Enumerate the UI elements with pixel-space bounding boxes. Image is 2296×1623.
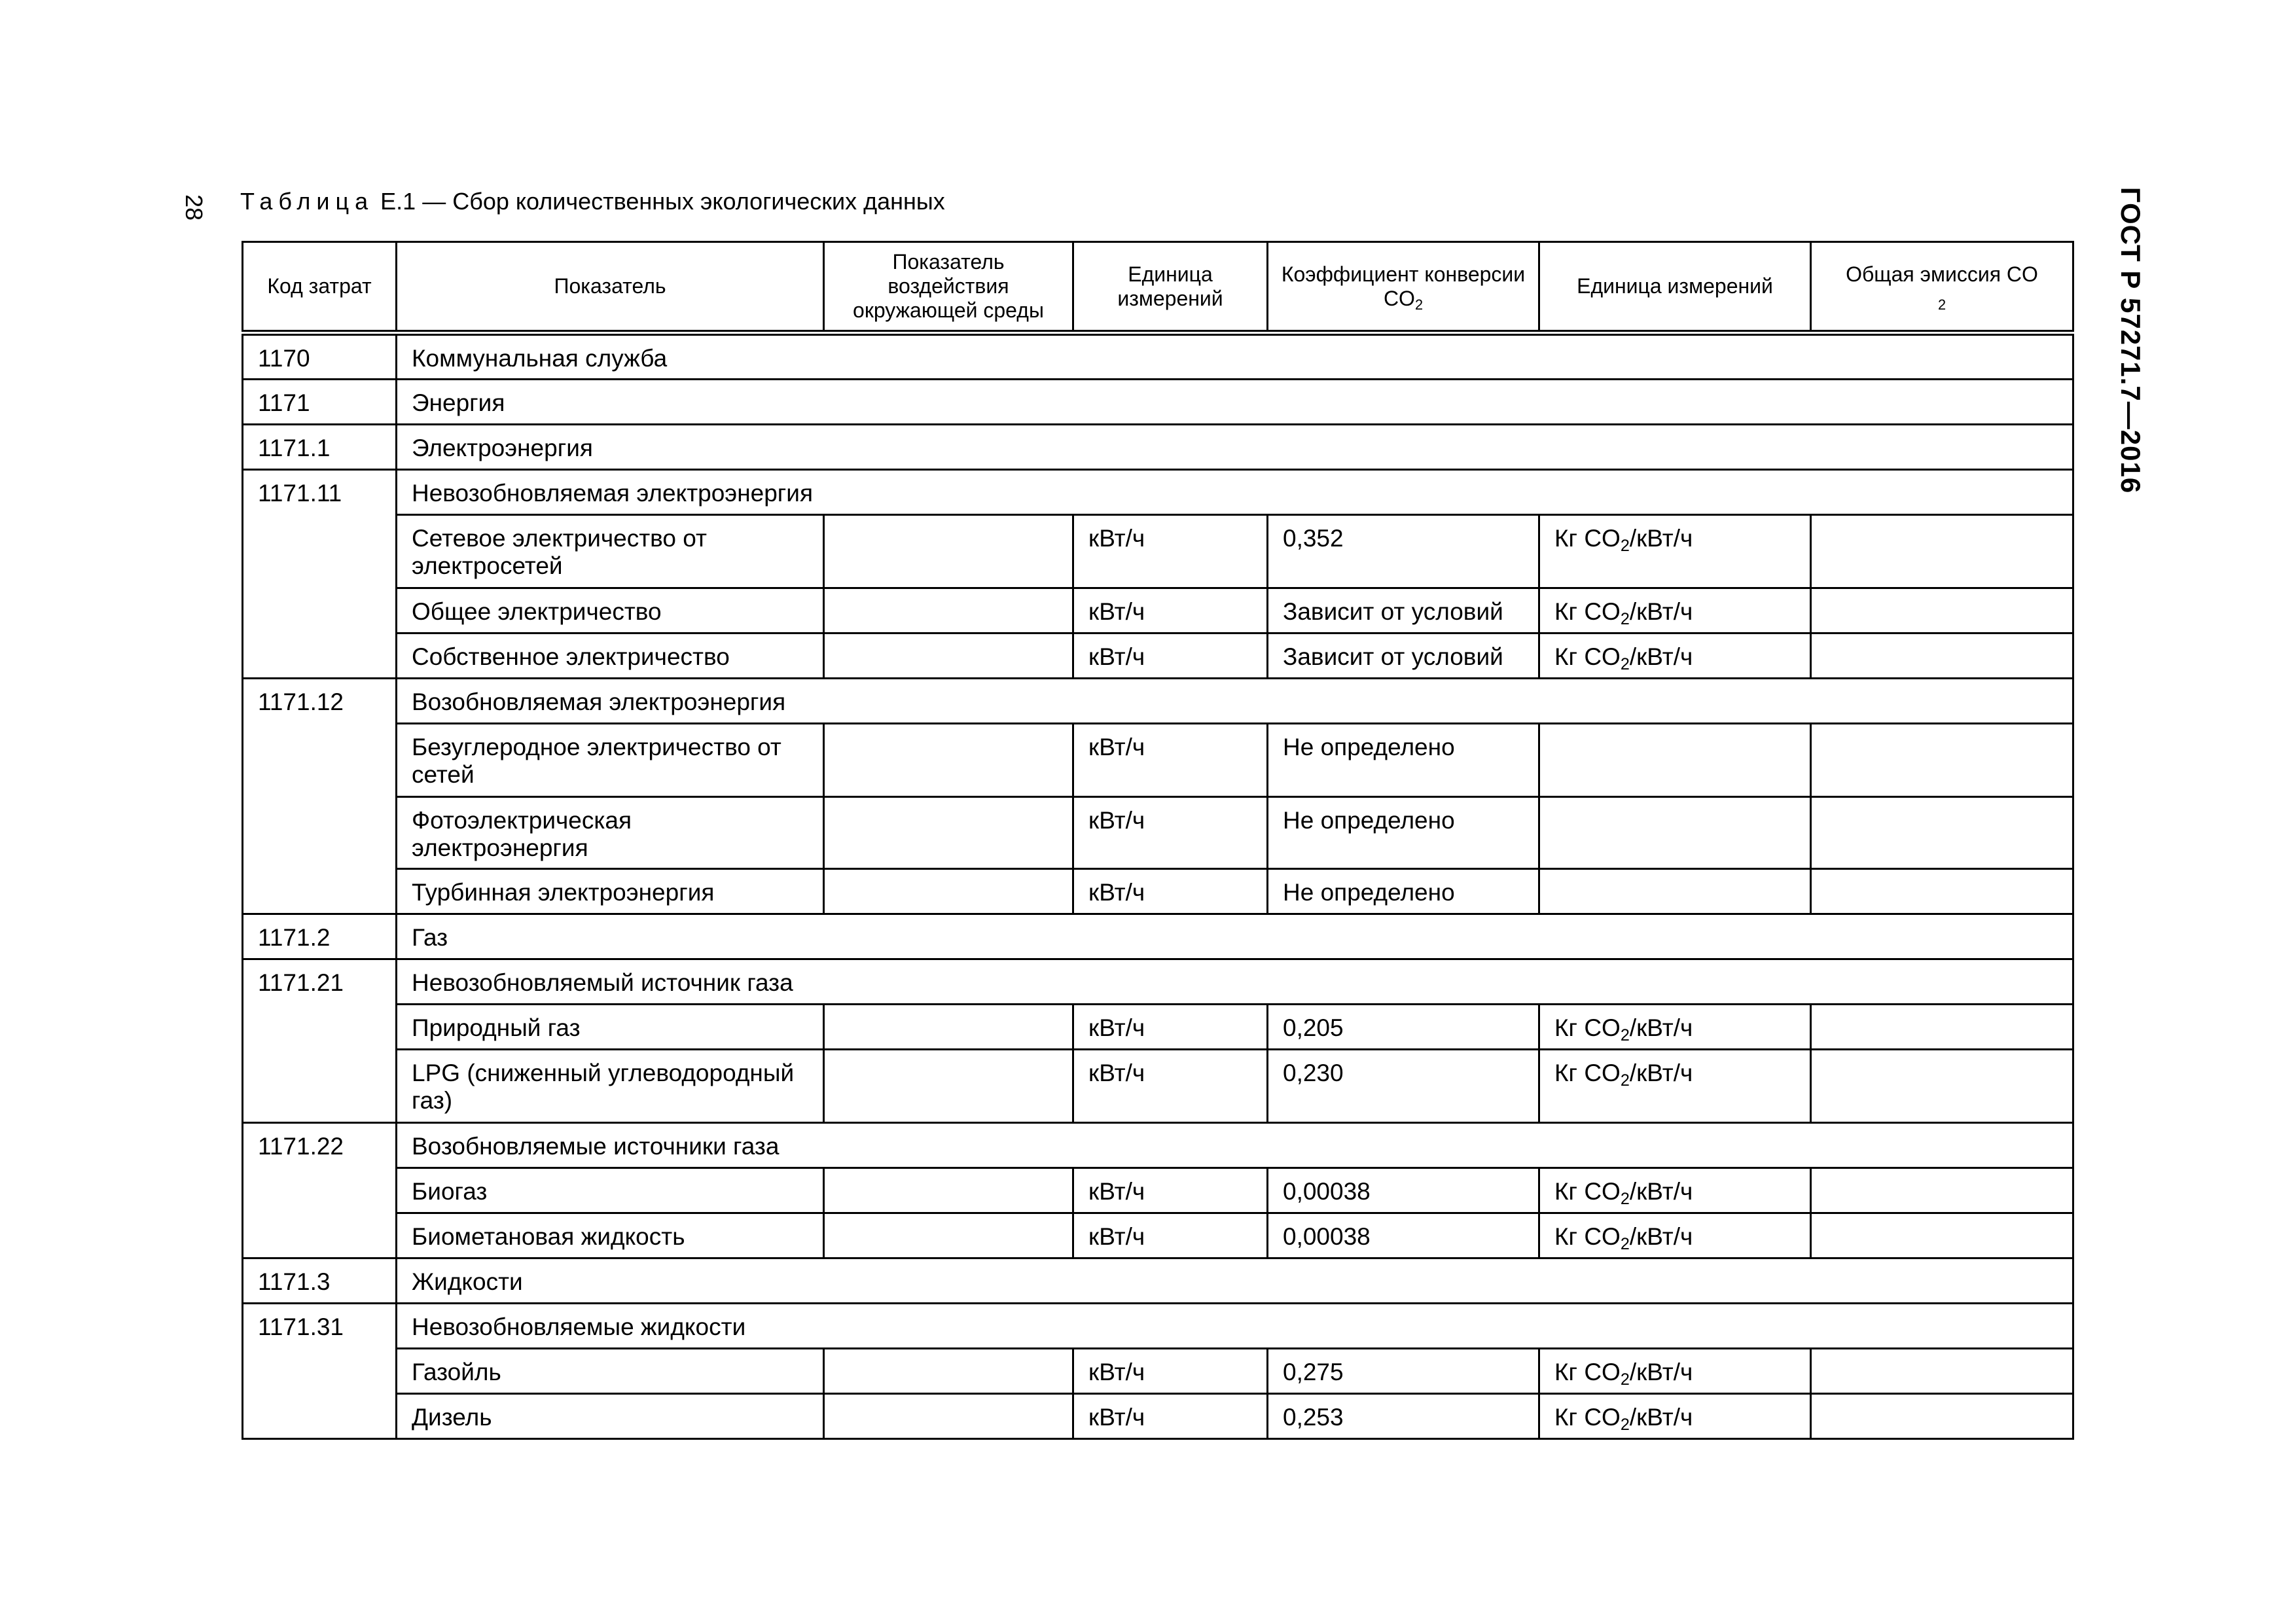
table-row bbox=[243, 1258, 2073, 1303]
total-emission-cell bbox=[1811, 1168, 2073, 1213]
group-label: Энергия bbox=[397, 379, 2073, 424]
header-code: Код затрат bbox=[243, 242, 397, 333]
unit-kg-suffix: /кВт/ч bbox=[1629, 1222, 1693, 1250]
group-label: Невозобновляемые жидкости bbox=[397, 1303, 2073, 1348]
env-indicator-cell bbox=[824, 588, 1073, 633]
total-emission-cell bbox=[1811, 514, 2073, 588]
table-row bbox=[243, 333, 2073, 380]
header-unit: Единица измерений bbox=[1073, 242, 1268, 333]
env-indicator-cell bbox=[824, 1049, 1073, 1122]
emission-unit-cell bbox=[1539, 1348, 1811, 1393]
table-row bbox=[243, 469, 2073, 514]
unit-cell: кВт/ч bbox=[1073, 514, 1268, 588]
env-indicator-cell bbox=[824, 514, 1073, 588]
header-coef-subscript: 2 bbox=[1414, 296, 1424, 313]
cost-code: 1170 bbox=[243, 333, 397, 380]
unit-kg-subscript: 2 bbox=[1620, 536, 1630, 555]
unit-kg-subscript: 2 bbox=[1620, 1071, 1630, 1090]
total-emission-cell bbox=[1811, 868, 2073, 914]
emission-unit-cell bbox=[1539, 868, 1811, 914]
unit-kg-subscript: 2 bbox=[1620, 1415, 1630, 1434]
coefficient-cell: 0,253 bbox=[1268, 1393, 1539, 1438]
table-row bbox=[243, 424, 2073, 469]
emission-unit-cell bbox=[1539, 1213, 1811, 1258]
group-label: Возобновляемая электроэнергия bbox=[397, 678, 2073, 723]
unit-cell: кВт/ч bbox=[1073, 633, 1268, 678]
table-row bbox=[243, 1303, 2073, 1348]
table-row bbox=[243, 1393, 2073, 1438]
table-row bbox=[243, 1049, 2073, 1122]
cost-code: 1171.11 bbox=[243, 469, 397, 678]
header-conversion-coefficient bbox=[1268, 242, 1539, 333]
total-emission-cell bbox=[1811, 796, 2073, 868]
indicator-name: Биогаз bbox=[397, 1168, 824, 1213]
table-row bbox=[243, 379, 2073, 424]
unit-kg-suffix: /кВт/ч bbox=[1629, 1403, 1693, 1431]
coefficient-cell: Не определено bbox=[1268, 868, 1539, 914]
table-row bbox=[243, 1004, 2073, 1049]
table-row bbox=[243, 1122, 2073, 1168]
total-emission-cell bbox=[1811, 1348, 2073, 1393]
unit-kg-prefix: Кг CO bbox=[1554, 1177, 1621, 1205]
indicator-name: Собственное электричество bbox=[397, 633, 824, 678]
cost-code: 1171.21 bbox=[243, 959, 397, 1122]
unit-cell: кВт/ч bbox=[1073, 1004, 1268, 1049]
table-row bbox=[243, 514, 2073, 588]
unit-kg-prefix: Кг CO bbox=[1554, 1059, 1621, 1086]
group-label: Газ bbox=[397, 914, 2073, 959]
coefficient-cell: Зависит от условий bbox=[1268, 588, 1539, 633]
coefficient-cell: 0,00038 bbox=[1268, 1168, 1539, 1213]
env-indicator-cell bbox=[824, 1393, 1073, 1438]
unit-kg-subscript: 2 bbox=[1620, 1234, 1630, 1253]
cost-code: 1171 bbox=[243, 379, 397, 424]
indicator-name: Безуглеродное электричество от сетей bbox=[397, 723, 824, 796]
indicator-name: Биометановая жидкость bbox=[397, 1213, 824, 1258]
unit-kg-suffix: /кВт/ч bbox=[1629, 597, 1693, 625]
table-header-row bbox=[243, 242, 2073, 333]
unit-kg-subscript: 2 bbox=[1620, 1026, 1630, 1044]
unit-cell: кВт/ч bbox=[1073, 796, 1268, 868]
unit-kg-suffix: /кВт/ч bbox=[1629, 1059, 1693, 1086]
table-row bbox=[243, 914, 2073, 959]
total-emission-cell bbox=[1811, 633, 2073, 678]
group-label: Коммунальная служба bbox=[397, 333, 2073, 380]
total-emission-cell bbox=[1811, 1393, 2073, 1438]
indicator-name: Природный газ bbox=[397, 1004, 824, 1049]
unit-kg-prefix: Кг CO bbox=[1554, 643, 1621, 670]
unit-cell: кВт/ч bbox=[1073, 1393, 1268, 1438]
coefficient-cell: Не определено bbox=[1268, 796, 1539, 868]
indicator-name: Турбинная электроэнергия bbox=[397, 868, 824, 914]
coefficient-cell: Зависит от условий bbox=[1268, 633, 1539, 678]
cost-code: 1171.12 bbox=[243, 678, 397, 914]
coefficient-cell: 0,205 bbox=[1268, 1004, 1539, 1049]
env-indicator-cell bbox=[824, 1168, 1073, 1213]
standard-designation: ГОСТ Р 57271.7—2016 bbox=[2115, 187, 2146, 494]
group-label: Невозобновляемая электроэнергия bbox=[397, 469, 2073, 514]
coefficient-cell: Не определено bbox=[1268, 723, 1539, 796]
table-row bbox=[243, 723, 2073, 796]
header-indicator: Показатель bbox=[397, 242, 824, 333]
cost-code: 1171.31 bbox=[243, 1303, 397, 1438]
unit-cell: кВт/ч bbox=[1073, 1168, 1268, 1213]
table-row bbox=[243, 588, 2073, 633]
header-env-indicator: Показатель воздействия окружающей среды bbox=[824, 242, 1073, 333]
header-total-emission bbox=[1811, 242, 2073, 333]
env-indicator-cell bbox=[824, 868, 1073, 914]
table-caption-label: Таблица bbox=[240, 188, 374, 215]
emission-unit-cell bbox=[1539, 588, 1811, 633]
total-emission-cell bbox=[1811, 1004, 2073, 1049]
table-caption-text: Е.1 — Сбор количественных экологических данных bbox=[380, 188, 945, 215]
unit-cell: кВт/ч bbox=[1073, 1348, 1268, 1393]
unit-kg-suffix: /кВт/ч bbox=[1629, 1358, 1693, 1385]
coefficient-cell: 0,275 bbox=[1268, 1348, 1539, 1393]
cost-code: 1171.3 bbox=[243, 1258, 397, 1303]
cost-code: 1171.1 bbox=[243, 424, 397, 469]
unit-kg-suffix: /кВт/ч bbox=[1629, 1177, 1693, 1205]
indicator-name: Общее электричество bbox=[397, 588, 824, 633]
unit-kg-suffix: /кВт/ч bbox=[1629, 643, 1693, 670]
indicator-name: LPG (сниженный углеводородный газ) bbox=[397, 1049, 824, 1122]
total-emission-cell bbox=[1811, 1049, 2073, 1122]
emission-unit-cell bbox=[1539, 1049, 1811, 1122]
emission-unit-cell bbox=[1539, 1004, 1811, 1049]
unit-kg-prefix: Кг CO bbox=[1554, 1014, 1621, 1041]
group-label: Возобновляемые источники газа bbox=[397, 1122, 2073, 1168]
header-unit-2: Единица измерений bbox=[1539, 242, 1811, 333]
total-emission-cell bbox=[1811, 1213, 2073, 1258]
unit-kg-prefix: Кг CO bbox=[1554, 1222, 1621, 1250]
emission-unit-cell bbox=[1539, 1168, 1811, 1213]
env-indicator-cell bbox=[824, 1213, 1073, 1258]
emissions-data-table bbox=[242, 241, 2074, 1440]
unit-kg-prefix: Кг CO bbox=[1554, 524, 1621, 552]
total-emission-cell bbox=[1811, 723, 2073, 796]
header-emission-subscript: 2 bbox=[1937, 296, 1946, 313]
coefficient-cell: 0,352 bbox=[1268, 514, 1539, 588]
emission-unit-cell bbox=[1539, 723, 1811, 796]
unit-kg-subscript: 2 bbox=[1620, 609, 1630, 628]
indicator-name: Дизель bbox=[397, 1393, 824, 1438]
header-emission-text: Общая эмиссия CO bbox=[1846, 262, 2038, 286]
unit-kg-prefix: Кг CO bbox=[1554, 1403, 1621, 1431]
table-row bbox=[243, 796, 2073, 868]
cost-code: 1171.22 bbox=[243, 1122, 397, 1258]
header-coef-text: Коэффициент конверсии CO bbox=[1281, 262, 1526, 310]
table-row bbox=[243, 1348, 2073, 1393]
table-row bbox=[243, 868, 2073, 914]
unit-cell: кВт/ч bbox=[1073, 1213, 1268, 1258]
indicator-name: Сетевое электричество от электросетей bbox=[397, 514, 824, 588]
table-row bbox=[243, 1213, 2073, 1258]
total-emission-cell bbox=[1811, 588, 2073, 633]
unit-kg-prefix: Кг CO bbox=[1554, 597, 1621, 625]
group-label: Жидкости bbox=[397, 1258, 2073, 1303]
unit-kg-suffix: /кВт/ч bbox=[1629, 524, 1693, 552]
indicator-name: Газойль bbox=[397, 1348, 824, 1393]
emission-unit-cell bbox=[1539, 1393, 1811, 1438]
env-indicator-cell bbox=[824, 1004, 1073, 1049]
group-label: Электроэнергия bbox=[397, 424, 2073, 469]
unit-cell: кВт/ч bbox=[1073, 1049, 1268, 1122]
table-row bbox=[243, 678, 2073, 723]
table-caption bbox=[240, 188, 945, 215]
indicator-name: Фотоэлектрическая электроэнергия bbox=[397, 796, 824, 868]
unit-kg-subscript: 2 bbox=[1620, 1189, 1630, 1208]
unit-cell: кВт/ч bbox=[1073, 868, 1268, 914]
unit-cell: кВт/ч bbox=[1073, 723, 1268, 796]
page-number: 28 bbox=[181, 194, 207, 221]
table-row bbox=[243, 633, 2073, 678]
emission-unit-cell bbox=[1539, 633, 1811, 678]
unit-cell: кВт/ч bbox=[1073, 588, 1268, 633]
unit-kg-subscript: 2 bbox=[1620, 654, 1630, 673]
coefficient-cell: 0,00038 bbox=[1268, 1213, 1539, 1258]
emission-unit-cell bbox=[1539, 796, 1811, 868]
cost-code: 1171.2 bbox=[243, 914, 397, 959]
table-row bbox=[243, 959, 2073, 1004]
env-indicator-cell bbox=[824, 1348, 1073, 1393]
emission-unit-cell bbox=[1539, 514, 1811, 588]
group-label: Невозобновляемый источник газа bbox=[397, 959, 2073, 1004]
coefficient-cell: 0,230 bbox=[1268, 1049, 1539, 1122]
env-indicator-cell bbox=[824, 796, 1073, 868]
env-indicator-cell bbox=[824, 633, 1073, 678]
env-indicator-cell bbox=[824, 723, 1073, 796]
unit-kg-prefix: Кг CO bbox=[1554, 1358, 1621, 1385]
unit-kg-subscript: 2 bbox=[1620, 1370, 1630, 1389]
unit-kg-suffix: /кВт/ч bbox=[1629, 1014, 1693, 1041]
table-row bbox=[243, 1168, 2073, 1213]
